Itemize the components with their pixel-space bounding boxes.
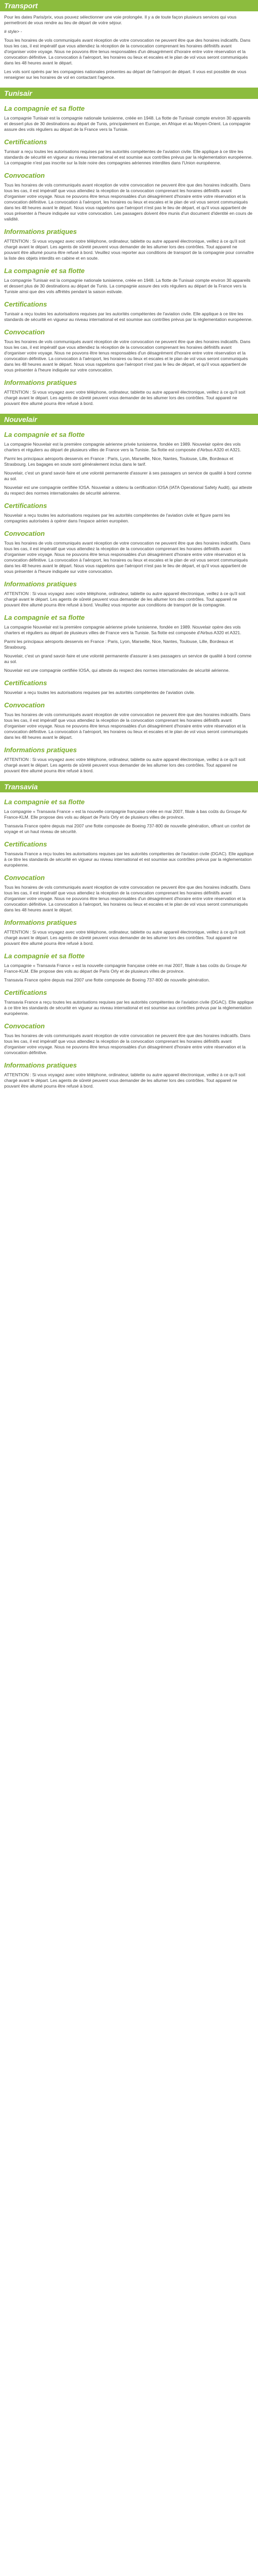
paragraph: Tous les horaires de vols communiqués avant réception de votre convocation ne peuvent être que des horaires indicatifs. Dans tous les cas, il est impératif que vous attendiez la réception de la convocation comprenant les horaires définitifs avant d'organiser votre voyage. Nous ne pouvons être tenus responsables d'un désagrément d'horaire entre votre réservation et la convocation définitive. La convocation à l'aéroport, les horaires ou lieux et escales et le plan de vol vous seront communiqués dans les 48 heures avant le départ. (4, 885, 251, 912)
subheading: Certifications (4, 840, 47, 848)
subheading: Certifications (4, 138, 47, 146)
paragraph: ATTENTION : Si vous voyagez avec votre téléphone, ordinateur, tablette ou autre appareil électronique, veillez à ce qu'il soit chargé avant le départ. Les agents de sûreté peuvent vous demander de les allumer lors des contrôles. Tout appareil ne pouvant être allumé pourra être refusé à bord. (4, 389, 246, 406)
subheading: Convocation (4, 1022, 45, 1030)
paragraph: ATTENTION : Si vous voyagez avec votre téléphone, ordinateur, tablette ou autre appareil électronique, veillez à ce qu'il soit chargé avant le départ. Les agents de sûreté peuvent vous demander de les allumer lors des contrôles. Tout appareil ne pouvant être allumé pourra être refusé à bord. Veuillez vous reporter aux conditions de transport de la compagnie. (4, 591, 246, 607)
section-body (0, 792, 258, 1096)
paragraph: Tous les horaires de vols communiqués avant réception de votre convocation ne peuvent être que des horaires indicatifs. Dans tous les cas, il est impératif que vous attendiez la réception de la convocation comprenant les horaires définitifs avant d'organiser votre voyage. Nous ne pouvons être tenus responsables d'un désagrément d'horaire entre votre réservation et la convocation définitive. La convocation à l'aéroport, les horaires ou lieux et escales et le plan de vol vous seront communiqués dans les 48 heures avant le départ. Nous vous rappelons que l'aéroport n'est pas le lieu de départ, et qu'il vous appartient de vous présenter à l'heure indiquée sur votre convocation. (4, 339, 251, 372)
subheading: Informations pratiques (4, 1061, 77, 1069)
subheading: Informations pratiques (4, 919, 77, 926)
section-1 (0, 88, 258, 414)
paragraph: Nouvelair est une compagnie certifiée IOSA. Nouvelair a obtenu la certification IOSA (IATA Operational Safety Audit), qui atteste du respect des normes internationales de sécurité aérienne. (4, 485, 252, 496)
subheading: La compagnie et sa flotte (4, 952, 85, 960)
paragraph: Nouvelair, c'est un grand savoir-faire et une volonté permanente d'assurer à ses passagers un service de qualité à bord comme au sol. (4, 470, 252, 481)
paragraph: La compagnie Nouvelair est la première compagnie aérienne privée tunisienne, fondée en 1989. Nouvelair opère des vols charters et réguliers au départ de plusieurs villes de France vers la Tunisie. Sa flotte est composée d'Airbus A320 et A321. (4, 442, 241, 452)
subheading: Convocation (4, 172, 45, 179)
subheading: Convocation (4, 328, 45, 336)
paragraph: La compagnie « Transavia France » est la nouvelle compagnie française créée en mai 2007, filiale à bas coûts du Groupe Air France-KLM. Elle propose des vols au départ de Paris Orly et de plusieurs villes de province. (4, 809, 247, 820)
section-title: Nouvelair (0, 414, 258, 425)
subheading: Informations pratiques (4, 228, 77, 235)
paragraph: Transavia France a reçu toutes les autorisations requises par les autorités compétentes de l'aviation civile (DGAC). Elle applique à ce titre les standards de sécurité en vigueur au niveau international et est soumise aux contrôles prévus par la réglementation européenne. (4, 851, 254, 868)
paragraph: Transavia France opère depuis mai 2007 une flotte composée de Boeing 737-800 de nouvelle génération, offrant un confort de voyage et un haut niveau de sécurité. (4, 823, 250, 834)
paragraph: Tous les horaires de vols communiqués avant réception de votre convocation ne peuvent être que des horaires indicatifs. Dans tous les cas, il est impératif que vous attendiez la réception de la convocation comprenant les horaires définitifs avant d'organiser votre voyage. Nous ne pouvons être tenus responsables d'un désagrément d'horaire entre votre réservation et la convocation définitive. (4, 1033, 251, 1055)
paragraph: Nouvelair est une compagnie certifiée IOSA, qui atteste du respect des normes internationales de sécurité aérienne. (4, 668, 230, 673)
paragraph: Tous les horaires de vols communiqués avant réception de votre convocation ne peuvent être que des horaires indicatifs. Dans tous les cas, il est impératif que vous attendiez la réception de la convocation comprenant les horaires définitifs avant d'organiser votre voyage. Nous ne pouvons être tenus responsables d'un désagrément d'horaire entre votre réservation et la convocation définitive. La convocation à l'aéroport, les horaires ou lieux et escales et le plan de vol vous seront communiqués dans les 48 heures avant le départ. (4, 712, 251, 740)
subheading: La compagnie et sa flotte (4, 105, 85, 112)
paragraph: Tous les horaires de vols communiqués avant réception de votre convocation ne peuvent être que des horaires indicatifs. Dans tous les cas, il est impératif que vous attendiez la réception de la convocation comprenant les horaires définitifs avant d'organiser votre voyage. Nous ne pouvons être tenus responsables d'un désagrément d'horaire entre votre réservation et la convocation définitive. La convocation à l'aéroport, les horaires ou lieux et escales et le plan de vol vous seront communiqués dans les 48 heures avant le départ. Nous vous rappelons que l'aéroport n'est pas le lieu de départ, et qu'il vous appartient de vous présenter à l'heure indiquée sur votre convocation. Les passagers doivent être munis d'un document d'identité en cours de validité. (4, 182, 253, 222)
section-body (0, 11, 258, 88)
subheading: Certifications (4, 679, 47, 687)
subheading: Informations pratiques (4, 580, 77, 588)
section-body (0, 425, 258, 781)
subheading: La compagnie et sa flotte (4, 267, 85, 275)
paragraph: Nouvelair a reçu toutes les autorisations requises par les autorités compétentes de l'aviation civile. (4, 690, 196, 695)
section-body (0, 99, 258, 414)
paragraph: Tous les horaires de vols communiqués avant réception de votre convocation ne peuvent être que des horaires indicatifs. Dans tous les cas, il est impératif que vous attendiez la réception de la convocation comprenant les horaires définitifs avant d'organiser votre voyage. Nous ne pouvons être tenus responsables d'un désagrément d'horaire entre votre réservation et la convocation définitive. La convocation à l'aéroport, les horaires ou lieux et escales et le plan de vol vous seront communiqués dans les 48 heures avant le départ. (4, 38, 251, 65)
subheading: Certifications (4, 502, 47, 510)
paragraph: ATTENTION : Si vous voyagez avec votre téléphone, ordinateur, tablette ou autre appareil électronique, veillez à ce qu'il soit chargé avant le départ. Les agents de sûreté peuvent vous demander de les allumer lors des contrôles. Tout appareil ne pouvant être allumé pourra être refusé à bord. Veuillez vous reporter aux conditions de transport de la compagnie pour connaître la liste des objets interdits en cabine et en soute. (4, 239, 254, 261)
paragraph: Tunisair a reçu toutes les autorisations requises par les autorités compétentes de l'aviation civile. Elle applique à ce titre les standards de sécurité en vigueur au niveau international et est soumise aux contrôles prévus par la réglementation européenne. La compagnie n'est pas inscrite sur la liste noire des compagnies aériennes interdites dans l'Union européenne. (4, 149, 253, 165)
paragraph: Tunisair a reçu toutes les autorisations requises par les autorités compétentes de l'aviation civile. Elle applique à ce titre les standards de sécurité en vigueur au niveau international et est soumise aux contrôles prévus par la réglementation européenne. (4, 311, 253, 322)
subheading: Certifications (4, 300, 47, 308)
transport-info-page (0, 0, 258, 1096)
section-title: Transavia (0, 781, 258, 792)
section-2 (0, 414, 258, 781)
paragraph: Nouvelair a reçu toutes les autorisations requises par les autorités compétentes de l'aviation civile et figure parmi les compagnies autorisées à opérer dans l'espace aérien européen. (4, 513, 230, 523)
paragraph: Transavia France opère depuis mai 2007 une flotte composée de Boeing 737-800 de nouvelle génération. (4, 977, 210, 982)
subheading: La compagnie et sa flotte (4, 431, 85, 438)
section-title: Tunisair (0, 88, 258, 99)
subheading: La compagnie et sa flotte (4, 614, 85, 621)
paragraph: ATTENTION : Si vous voyagez avec votre téléphone, ordinateur, tablette ou autre appareil électronique, veillez à ce qu'il soit chargé avant le départ. Les agents de sûreté peuvent vous demander de les allumer lors des contrôles. Tout appareil ne pouvant être allumé pourra être refusé à bord. (4, 929, 246, 946)
section-title: Transport (0, 0, 258, 11)
paragraph: La compagnie Tunisair est la compagnie nationale tunisienne, créée en 1948. La flotte de Tunisair compte environ 30 appareils et dessert plus de 30 destinations au départ de Tunis, principalement en Europe, en Afrique et au Moyen-Orient. La compagnie assure des vols réguliers au départ de la France vers la Tunisie. (4, 115, 251, 132)
paragraph: La compagnie « Transavia France » est la nouvelle compagnie française créée en mai 2007, filiale à bas coûts du Groupe Air France-KLM. Elle propose des vols au départ de Paris Orly et de plusieurs villes de province. (4, 963, 247, 974)
paragraph: Nouvelair, c'est un grand savoir-faire et une volonté permanente d'assurer à ses passagers un service de qualité à bord comme au sol. (4, 653, 252, 664)
section-0 (0, 0, 258, 88)
paragraph: Les vols sont opérés par les compagnies nationales présentes au départ de l'aéroport de départ. Il vous est possible de vous renseigner sur les horaires de vol en contactant l'agence. (4, 69, 247, 80)
subheading: Convocation (4, 701, 45, 709)
paragraph: Tous les horaires de vols communiqués avant réception de votre convocation ne peuvent être que des horaires indicatifs. Dans tous les cas, il est impératif que vous attendiez la réception de la convocation comprenant les horaires définitifs avant d'organiser votre voyage. Nous ne pouvons être tenus responsables d'un désagrément d'horaire entre votre réservation et la convocation définitive. La convocation à l'aéroport, les horaires ou lieux et escales et le plan de vol vous seront communiqués dans les 48 heures avant le départ. Nous vous rappelons que l'aéroport n'est pas le lieu de départ, et qu'il vous appartient de vous présenter à l'heure indiquée sur votre convocation. (4, 540, 251, 574)
subheading: La compagnie et sa flotte (4, 798, 85, 806)
paragraph: Parmi les principaux aéroports desservis en France : Paris, Lyon, Marseille, Nice, Nantes, Toulouse, Lille, Bordeaux et Strasbourg. Les bagages en soute sont généralement inclus dans le tarif. (4, 456, 234, 467)
subheading: Certifications (4, 989, 47, 996)
paragraph: La compagnie Tunisair est la compagnie nationale tunisienne, créée en 1948. La flotte de Tunisair compte environ 30 appareils et dessert plus de 30 destinations au départ de Tunis. La compagnie assure des vols réguliers au départ de la France vers la Tunisie ainsi que des vols affrétés pendant la saison estivale. (4, 278, 251, 294)
paragraph: ATTENTION : Si vous voyagez avec votre téléphone, ordinateur, tablette ou autre appareil électronique, veillez à ce qu'il soit chargé avant le départ. Les agents de sûreté peuvent vous demander de les allumer lors des contrôles. Tout appareil ne pouvant être allumé pourra être refusé à bord. (4, 1072, 246, 1089)
paragraph: La compagnie Nouvelair est la première compagnie aérienne privée tunisienne, fondée en 1989. Nouvelair opère des vols charters et réguliers au départ de plusieurs villes de France vers la Tunisie. Sa flotte est composée d'Airbus A320 et A321. (4, 624, 241, 635)
paragraph: Parmi les principaux aéroports desservis en France : Paris, Lyon, Marseille, Nice, Nantes, Toulouse, Lille, Bordeaux et Strasbourg. (4, 639, 234, 650)
subheading: Convocation (4, 874, 45, 882)
subheading: Informations pratiques (4, 746, 77, 754)
paragraph: # style> - (4, 29, 22, 34)
subheading: Informations pratiques (4, 379, 77, 386)
paragraph: Transavia France a reçu toutes les autorisations requises par les autorités compétentes de l'aviation civile (DGAC). Elle applique à ce titre les standards de sécurité en vigueur au niveau international et est soumise aux contrôles prévus par la réglementation européenne. (4, 999, 254, 1016)
paragraph: Pour les dates Paris/prix, vous pouvez sélectionner une voie prolongée. Il y a de toute façon plusieurs services qui vous permettront de vous rendre au lieu de départ de votre séjour. (4, 14, 237, 25)
subheading: Convocation (4, 530, 45, 537)
section-3 (0, 781, 258, 1096)
paragraph: ATTENTION : Si vous voyagez avec votre téléphone, ordinateur, tablette ou autre appareil électronique, veillez à ce qu'il soit chargé avant le départ. Les agents de sûreté peuvent vous demander de les allumer lors des contrôles. Tout appareil ne pouvant être allumé pourra être refusé à bord. (4, 757, 246, 773)
